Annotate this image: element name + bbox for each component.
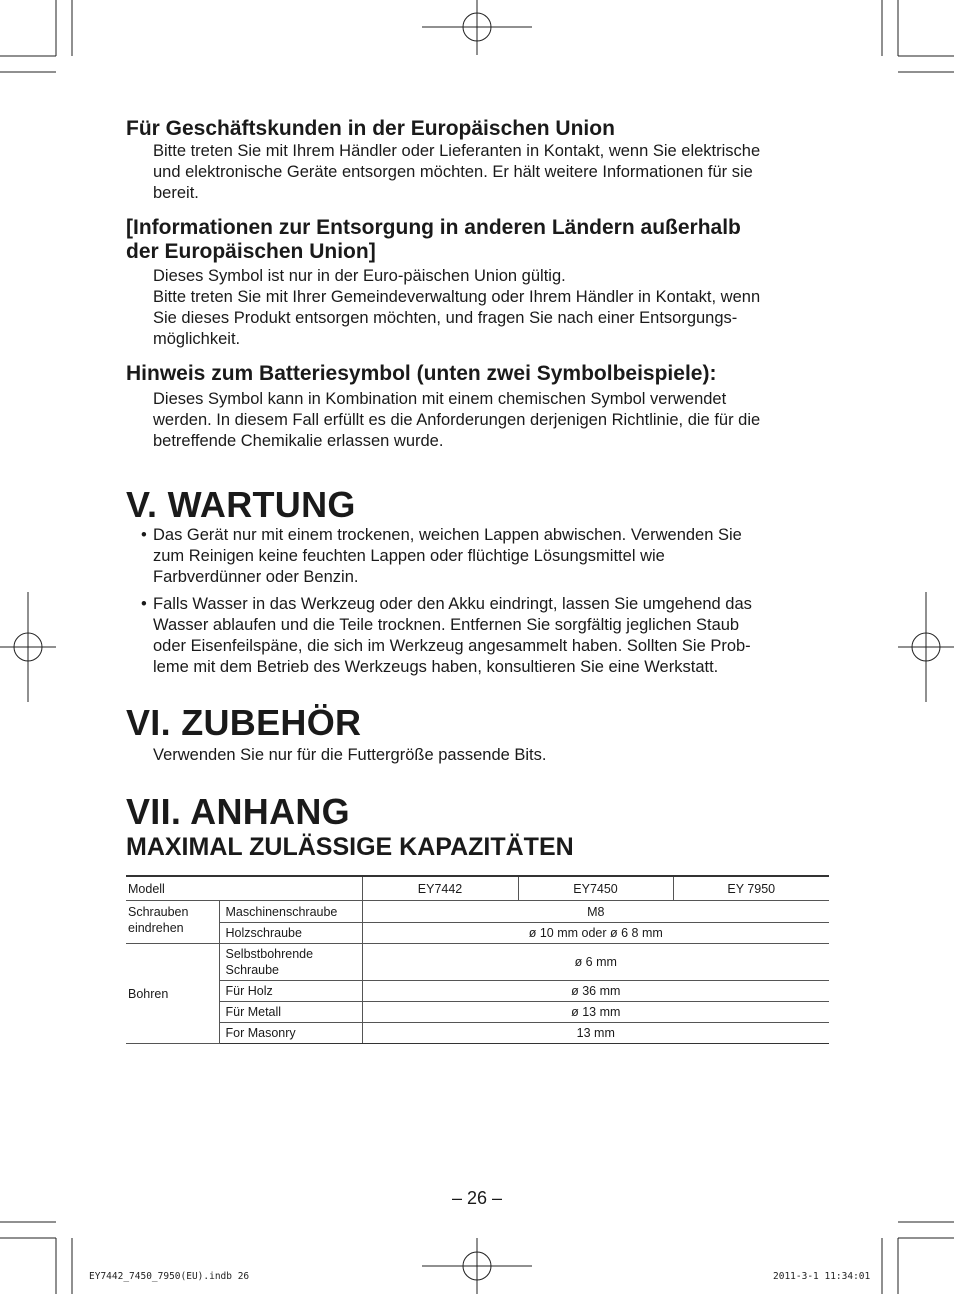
battery-heading: Hinweis zum Batteriesymbol (unten zwei Symbolbeispiele):	[126, 362, 717, 385]
anhang-title: VII. ANHANG	[126, 791, 350, 832]
bullet-marker: •	[141, 526, 147, 544]
eu-business-text: Bitte treten Sie mit Ihrem Händler oder Lieferanten in Kontakt, wenn Sie elektrische und elektronische Geräte entsorgen möchten. Er hält weitere Informationen für sie bereit.	[153, 142, 761, 202]
footer-filename: EY7442_7450_7950(EU).indb 26	[89, 1271, 250, 1282]
table-row: Holzschraube ø 10 mm oder ø 6 8 mm	[126, 923, 829, 944]
capacity-table	[126, 875, 829, 1044]
footer-timestamp: 2011-3-1 11:34:01	[773, 1271, 871, 1282]
table-row: Bohren Selbstbohrende Schraube ø 6 mm	[126, 944, 829, 981]
table-row: For Masonry 13 mm	[126, 1023, 829, 1044]
outside-eu-heading: [Informationen zur Entsorgung in anderen Ländern außerhalb der Europäischen Union]	[126, 216, 741, 263]
table-header-ey7950: EY 7950	[673, 876, 829, 901]
table-header-row	[126, 876, 829, 901]
zubehoer-title: VI. ZUBEHÖR	[126, 702, 362, 743]
table-row: Für Holz ø 36 mm	[126, 981, 829, 1002]
page-content	[126, 117, 830, 1044]
group-label-screwing: Schrauben eindrehen	[126, 901, 219, 944]
wartung-bullet-1: • Das Gerät nur mit einem trockenen, weichen Lappen abwischen. Verwenden Sie zum Reinigen keine feuchten Lappen oder flüchtige Lösungsmittel wie Farbverdünner oder Benzin.	[141, 526, 742, 586]
capacity-subtitle: MAXIMAL ZULÄSSIGE KAPAZITÄTEN	[126, 833, 574, 861]
outside-eu-text: Dieses Symbol ist nur in der Euro-päischen Union gültig. Bitte treten Sie mit Ihrer Gemeindeverwaltung oder Ihrem Händler in Kontakt, wenn Sie dieses Produkt entsorgen möchten, und fragen Sie nach einer Entsorgungs- möglichkeit.	[153, 267, 761, 348]
table-header-ey7442: EY7442	[362, 876, 518, 901]
table-header-model: Modell	[126, 876, 362, 901]
battery-text: Dieses Symbol kann in Kombination mit einem chemischen Symbol verwendet werden. In diesem Fall erfüllt es die Anforderungen derjenigen Richtlinie, die für die betreffende Chemikalie erlassen wurde.	[153, 390, 761, 450]
table-row: Für Metall ø 13 mm	[126, 1002, 829, 1023]
wartung-bullet-2: • Falls Wasser in das Werkzeug oder den Akku eindringt, lassen Sie umgehend das Wasser ablaufen und die Teile trocknen. Entfernen Sie sorgfältig jeglichen Staub oder Eisenfeilspäne, die sich im Werkzeug angesammelt haben. Sollten Sie Prob- leme mit dem Betrieb des Werkzeugs haben, konsultieren Sie eine Werkstatt.	[141, 595, 752, 676]
wartung-title: V. WARTUNG	[126, 484, 356, 525]
table-row: Schrauben eindrehen Maschinenschraube M8	[126, 901, 829, 923]
group-label-drilling: Bohren	[126, 944, 219, 1044]
page-number: – 26 –	[451, 1188, 503, 1208]
zubehoer-text: Verwenden Sie nur für die Futtergröße passende Bits.	[153, 746, 547, 764]
eu-business-heading: Für Geschäftskunden in der Europäischen Union	[126, 117, 615, 140]
table-header-ey7450: EY7450	[518, 876, 673, 901]
bullet-marker: •	[141, 595, 147, 613]
